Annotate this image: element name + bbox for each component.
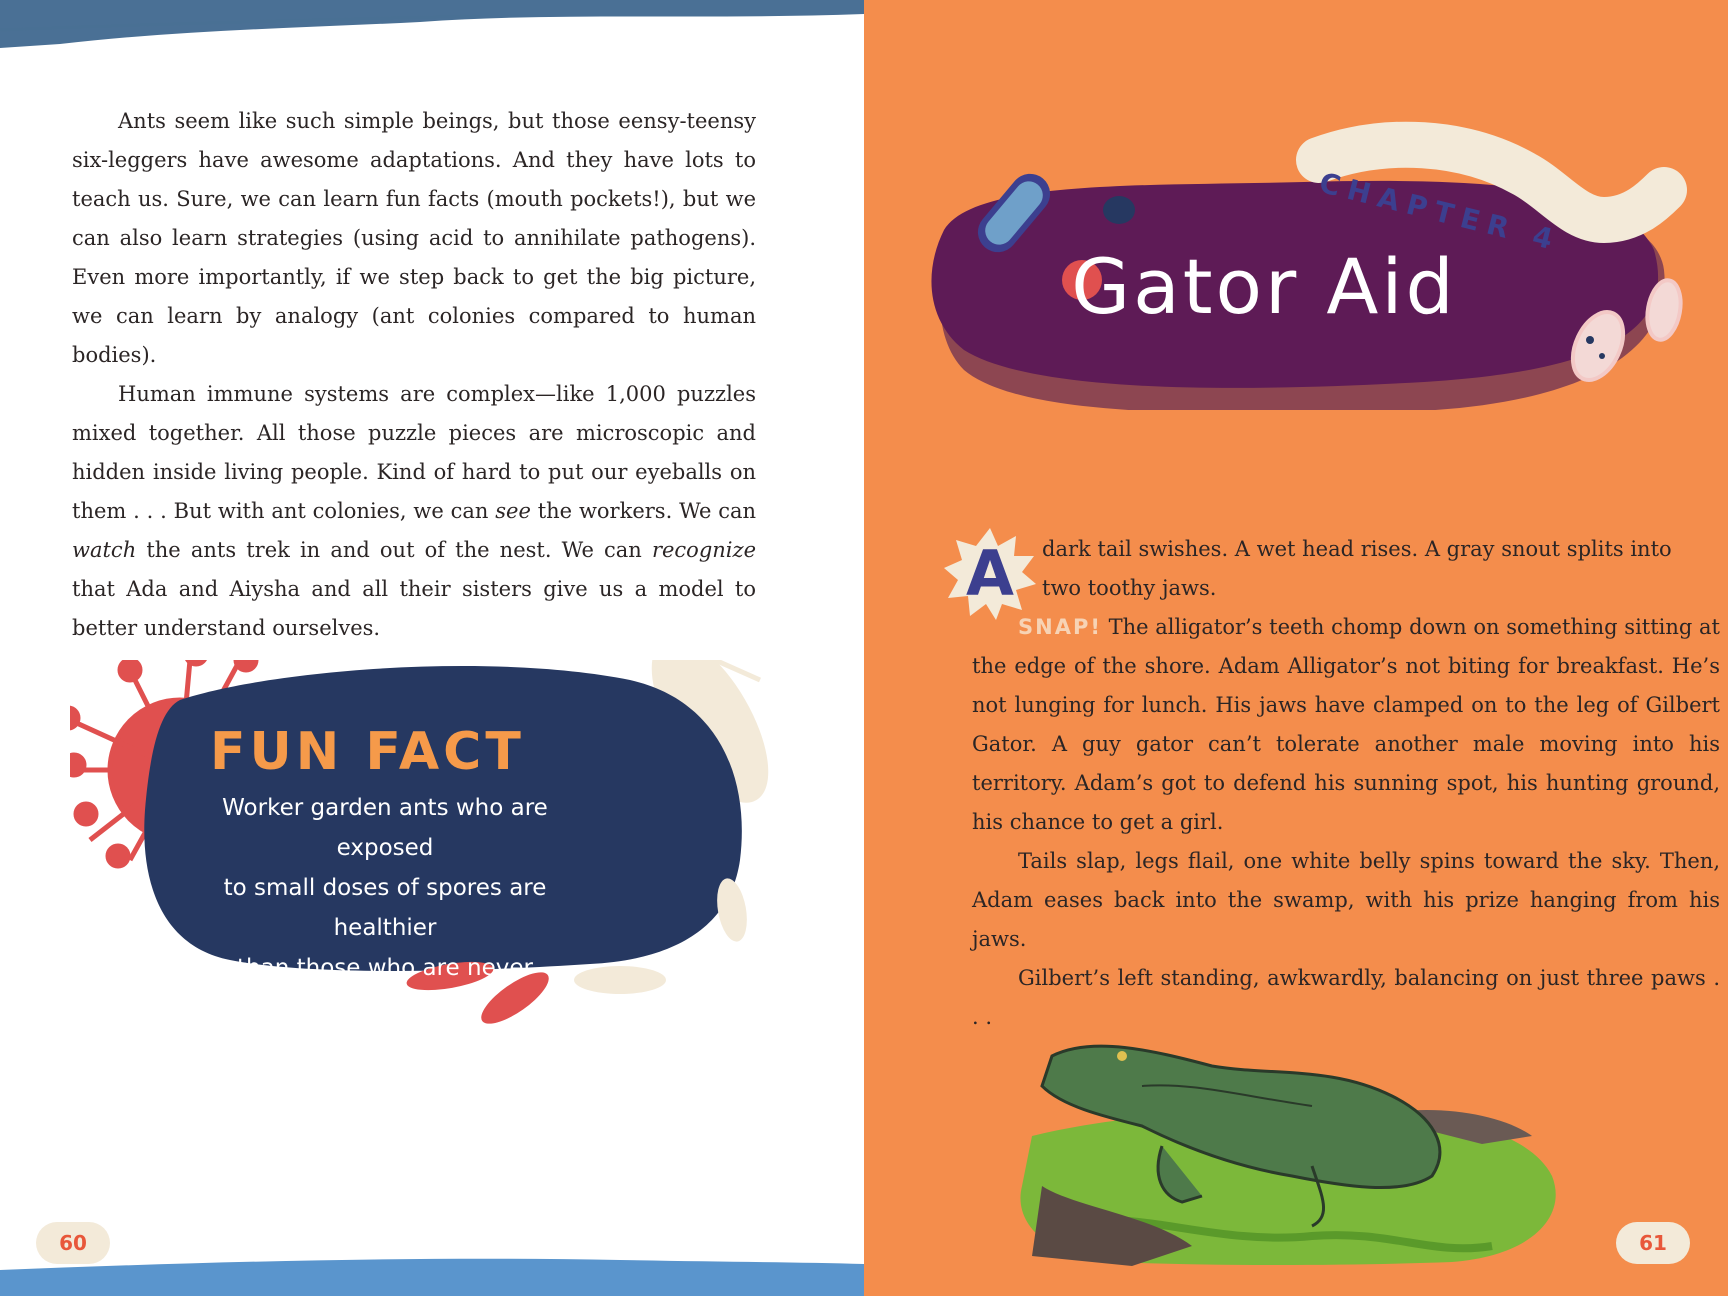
fun-fact-box xyxy=(70,660,790,1061)
page-number: 61 xyxy=(1616,1222,1690,1264)
alligator-illustration xyxy=(1012,1026,1572,1266)
right-body-text xyxy=(972,530,1720,1037)
bottom-brush-stroke xyxy=(0,1256,864,1296)
fun-fact-text: Worker garden ants who are exposed to small doses of spores are healthier than those who are never exposed. It's ant vaccination! xyxy=(222,795,548,1061)
snap-label: SNAP! xyxy=(1018,615,1102,639)
chapter-header xyxy=(864,120,1728,410)
paragraph-1: dark tail swishes. A wet head rises. A gray snout splits into xyxy=(1042,537,1672,561)
paragraph-2: SNAP! The alligator’s teeth chomp down on something sitting at the edge of the shore. Adam Alligator’s not biting for breakfast. He’s not lunging for lunch. His jaws have clamped on to the leg of Gilbert Gator. A guy gator can’t tolerate another male moving into his territory. Adam’s got to defend his sunning spot, his hunting ground, his chance to get a girl. xyxy=(972,615,1720,834)
top-brush-stroke xyxy=(0,0,864,50)
left-body-text xyxy=(72,102,756,648)
paragraph-4: Gilbert’s left standing, awkwardly, balancing on just three paws . . . xyxy=(972,966,1720,1029)
dropcap-letter: A xyxy=(966,537,1014,610)
paragraph-2: Human immune systems are complex—like 1,000 puzzles mixed together. All those puzzle pieces are microscopic and hidden inside living people. Kind of hard to put our eyeballs on them . . . But with ant colonies, we can see the workers. We can watch the ants trek in and out of the nest. We can recognize that Ada and Aiysha and all their sisters give us a model to better understand ourselves. xyxy=(72,382,757,640)
chapter-label: CHAPTER 4 xyxy=(1316,166,1564,258)
fun-fact-title: FUN FACT xyxy=(210,722,525,782)
paragraph-1: Ants seem like such simple beings, but those eensy-teensy six-leggers have awesome adaptations. And they have lots to teach us. Sure, we can learn fun facts (mouth pockets!), but we can also learn strategies (using acid to annihilate pathogens). Even more importantly, if we step back to get the big picture, we can learn by analogy (ant colonies compared to human bodies). xyxy=(72,109,756,367)
page-number: 60 xyxy=(36,1222,110,1264)
paragraph-3: Tails slap, legs flail, one white belly spins toward the sky. Then, Adam eases back into the swamp, with his prize hanging from his jaws. xyxy=(972,849,1720,951)
right-page xyxy=(864,0,1728,1296)
dot-icon xyxy=(1103,196,1135,224)
chapter-title: Gator Aid xyxy=(1071,242,1457,331)
paragraph-1-cont: two toothy jaws. xyxy=(1042,576,1217,600)
